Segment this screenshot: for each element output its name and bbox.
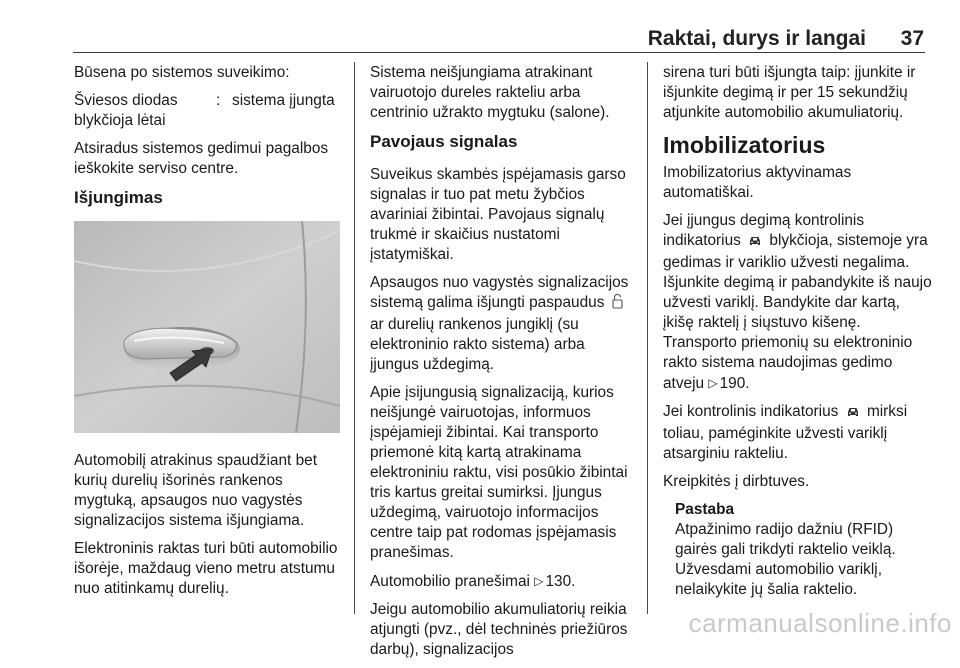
vehicle-messages-text: Automobilio pranešimai <box>370 573 530 590</box>
reference-arrow-icon: ▷ <box>534 574 544 588</box>
note-box <box>663 500 933 600</box>
immobilizer-paragraph-3-end: mirksi toliau, paméginkite užvesti variklį atsarginiu rakteliu. <box>663 403 908 462</box>
car-key-indicator-icon <box>846 404 860 424</box>
watermark: carmanualsonline.info <box>688 608 952 638</box>
door-handle-illustration <box>74 221 340 433</box>
disarm-paragraph-2: Elektroninis raktas turi būti automobilio išorėje, maždaug vieno metru atstumu nuo atitinkamų durelių. <box>74 540 338 597</box>
column-3 <box>663 63 933 600</box>
door-handle-image <box>74 221 340 433</box>
reference-arrow-icon: ▷ <box>708 376 718 390</box>
alarm-paragraph-3: Apie įsijungusią signalizaciją, kurios neišjungė vairuotojas, informuos įspėjamieji žibintai. Kai transporto priemonė kitą kartą atrakinama elektroniniu raktu, visi posūkio žibintai tris kartus greitai sumirksi. Įjungus uždegimą, vairuotojo informacijos centre taip pat rodomas įspėjamasis pranešimas. <box>370 384 628 561</box>
immobilizer-paragraph-2-end: blykčioja, sistemoje yra gedimas ir variklio užvesti negalima. Išjunkite degimą ir pabandykite iš naujo užvesti variklį. Bandykite dar kartą, įkišę raktelį į siųstuvo kišenę. Transporto priemonių su elektroninio rakto sistema naudojimas gedimo atveju <box>663 232 932 392</box>
section-heading-disarm: Išjungimas <box>74 188 163 207</box>
immobilizer-paragraph-1: Imobilizatorius aktyvinamas automatiškai. <box>663 164 852 201</box>
column-divider-1 <box>354 62 355 614</box>
section-heading-alarm: Pavojaus signalas <box>370 132 518 151</box>
note-text: Atpažinimo radijo dažniu (RFID) gairės gali trikdyti raktelio veiklą. Užvesdami automobilio variklį, nelaikykite jų šalia raktelio. <box>675 521 896 598</box>
immobilizer-paragraph-3 <box>663 402 933 464</box>
status-intro: Būsena po sistemos suveikimo: <box>74 64 290 81</box>
page-number: 37 <box>900 27 924 50</box>
column-divider-2 <box>647 62 648 614</box>
page-reference-190[interactable]: 190. <box>719 375 750 392</box>
immobilizer-paragraph-2 <box>663 211 933 394</box>
status-colon: : <box>216 92 221 109</box>
car-key-indicator-icon <box>748 233 762 253</box>
status-term: Šviesos diodas blykčioja lėtai <box>74 92 178 129</box>
immobilizer-paragraph-3-start: Jei kontrolinis indikatorius <box>663 403 839 420</box>
alarm-paragraph-2-start: Apsaugos nuo vagystės signalizacijos sistemą galima išjungti paspaudus <box>370 274 629 311</box>
unlock-icon <box>612 294 623 315</box>
column-1 <box>74 63 342 607</box>
note-title: Pastaba <box>675 501 735 518</box>
column-2 <box>370 63 636 668</box>
section-heading-immobilizer: Imobilizatorius <box>663 132 826 158</box>
alarm-paragraph-2 <box>370 273 636 375</box>
page-reference-130[interactable]: 130. <box>545 573 576 590</box>
alarm-paragraph-4 <box>370 571 636 592</box>
header-rule <box>73 52 925 53</box>
fault-text: Atsiradus sistemos gedimui pagalbos ieškokite serviso centre. <box>74 140 329 177</box>
immobilizer-paragraph-4: Kreipkitės į dirbtuves. <box>663 473 810 490</box>
alarm-paragraph-5: Jeigu automobilio akumuliatorių reikia atjungti (pvz., dėl techninės priežiūros darbų), signalizacijos <box>370 601 628 658</box>
alarm-paragraph-1: Suveikus skambės įspėjamasis garso signalas ir tuo pat metu žybčios avariniai žibintai. Pavojaus signalų trukmė ir skaičius nustatomi įstatymiškai. <box>370 166 626 263</box>
immobilizer-paragraph-2-start: Jei įjungus degimą kontrolinis indikatorius <box>663 212 865 249</box>
disarm-exception-paragraph: Sistema neišjungiama atrakinant vairuotojo dureles rakteliu arba centrinio užrakto mygtuku (salone). <box>370 64 610 121</box>
status-definition: sistema įjungta <box>232 92 335 109</box>
status-row <box>74 91 342 131</box>
disarm-paragraph-1: Automobilį atrakinus spaudžiant bet kurių durelių išorinės rankenos mygtuką, apsaugos nuo vagystės signalizacijos sistema išjungiama. <box>74 452 317 529</box>
alarm-paragraph-2-end: ar durelių rankenos jungiklį (su elektroninio rakto sistema) arba įjungus uždegimą. <box>370 316 585 373</box>
siren-paragraph: sirena turi būti išjungta taip: įjunkite ir išjunkite degimą ir per 15 sekundžių atjunkite automobilio akumuliatorių. <box>663 64 916 121</box>
page-title: Raktai, durys ir langai <box>647 27 866 50</box>
